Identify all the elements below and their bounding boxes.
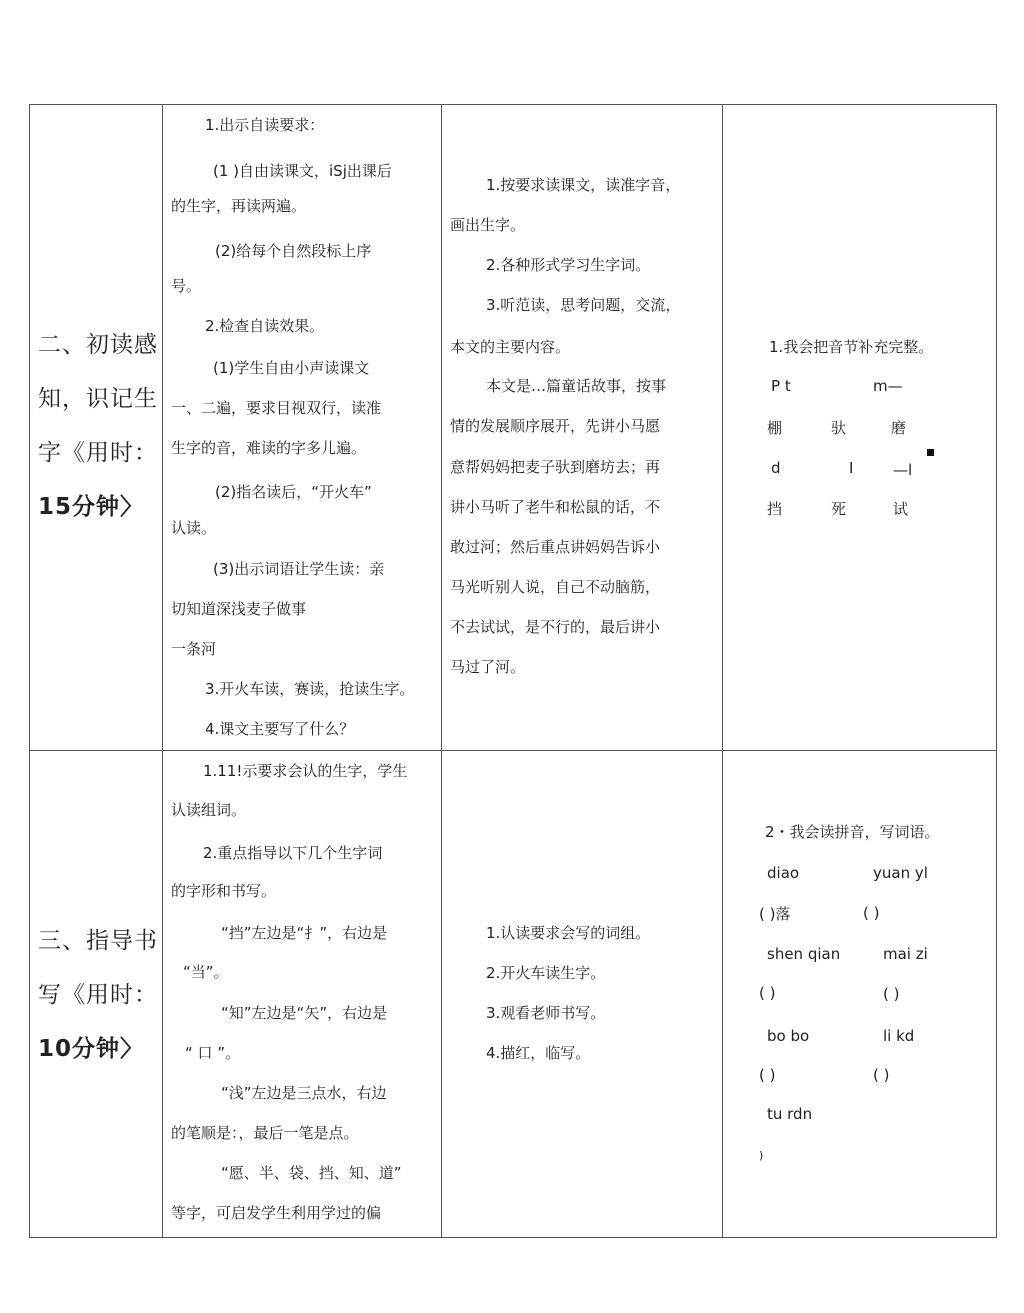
answer-blank: ) <box>759 1149 764 1162</box>
teacher-line: 2.检查自读效果。 <box>205 317 325 335</box>
pinyin-text: yuan yl <box>873 864 928 882</box>
teacher-line: “知”左边是“矢”，右边是 <box>221 1004 388 1022</box>
exercise-cell <box>723 105 997 751</box>
teacher-line: 生字的音，难读的字多儿遍。 <box>171 439 367 457</box>
teacher-line: 的笔顺是：，最后一笔是点。 <box>171 1124 359 1142</box>
student-line: 讲小马听了老牛和松鼠的话，不 <box>450 498 661 516</box>
teacher-line: 2.重点指导以下几个生字词 <box>203 844 383 862</box>
teacher-line: “愿、半、袋、挡、知、道” <box>221 1164 402 1182</box>
pinyin-text: diao <box>767 864 800 882</box>
student-line: 4.描红，临写。 <box>486 1044 591 1062</box>
character-text: 死 <box>831 500 847 518</box>
character-text: 磨 <box>891 419 907 437</box>
answer-blank: ( ) <box>759 984 776 1002</box>
stage-line: 知，识记生 <box>38 386 158 412</box>
stage-cell <box>30 751 163 1238</box>
teacher-line: “浅”左边是三点水，右边 <box>221 1084 387 1102</box>
teacher-line: 1.出示自读要求： <box>205 116 325 134</box>
student-line: 1.按要求读课文，读准字音， <box>486 176 681 194</box>
student-line: 3.听范读，思考问题，交流， <box>486 296 681 314</box>
student-activity-cell <box>442 105 723 751</box>
teacher-line: (3)出示词语让学生读：亲 <box>213 560 385 578</box>
teacher-line: 认读组词。 <box>171 801 247 819</box>
exercise-cell <box>723 751 997 1238</box>
teacher-line: (2)指名读后，“开火车” <box>215 483 372 501</box>
teacher-line: 号。 <box>171 277 202 295</box>
square-mark-icon <box>927 449 934 456</box>
table-row <box>30 751 997 1238</box>
stage-line: 15分钟〉 <box>38 494 145 520</box>
teacher-line: 的字形和书写。 <box>171 882 277 900</box>
answer-blank: ( )落 <box>759 905 791 923</box>
student-line: 情的发展顺序展开，先讲小马愿 <box>450 417 661 435</box>
exercise-title: 2・我会读拼音，写词语。 <box>765 823 940 841</box>
teacher-line: “挡”左边是“扌”，右边是 <box>221 924 388 942</box>
stage-line: 二、初读感 <box>38 332 158 358</box>
answer-blank: ( ) <box>759 1066 776 1084</box>
pinyin-text: shen qian <box>767 945 841 963</box>
syllable-text: d <box>771 459 781 477</box>
student-line: 意帮妈妈把麦子驮到磨坊去；再 <box>450 458 661 476</box>
teacher-line: 1.11!示要求会认的生字，学生 <box>203 762 408 780</box>
student-line: 本文是…篇童话故事，按事 <box>486 377 667 395</box>
teacher-line: “ 口 ”。 <box>185 1044 241 1062</box>
teacher-line: 一条河 <box>171 640 217 658</box>
teacher-line: (1 )自由读课文，iSj出课后 <box>213 162 392 180</box>
character-text: 驮 <box>831 419 847 437</box>
teacher-line: (1)学生自由小声读课文 <box>213 359 370 377</box>
student-activity-cell <box>442 751 723 1238</box>
pinyin-text: li kd <box>883 1027 915 1045</box>
answer-blank: ( ) <box>873 1066 890 1084</box>
table-row <box>30 105 997 751</box>
student-line: 本文的主要内容。 <box>450 338 571 356</box>
syllable-text: m— <box>873 377 903 395</box>
exercise-title: 1.我会把音节补充完整。 <box>769 338 934 356</box>
student-line: 不去试试，是不行的，最后讲小 <box>450 618 661 636</box>
stage-line: 字《用时： <box>38 440 158 466</box>
student-line: 敢过河；然后重点讲妈妈告诉小 <box>450 538 661 556</box>
stage-line: 10分钟〉 <box>38 1036 145 1062</box>
pinyin-text: tu rdn <box>767 1105 813 1123</box>
teacher-line: 切知道深浅麦子做事 <box>171 600 307 618</box>
teacher-line: “当”。 <box>183 963 229 981</box>
syllable-text: —l <box>893 461 913 479</box>
character-text: 棚 <box>767 419 783 437</box>
teacher-line: 一、二遍，要求目视双行，读准 <box>171 399 382 417</box>
stage-line: 写《用时： <box>38 982 158 1008</box>
teacher-line: 3.开火车读，赛读，抢读生字。 <box>205 680 415 698</box>
pinyin-text: mai zi <box>883 945 928 963</box>
stage-line: 三、指导书 <box>38 928 158 954</box>
character-text: 试 <box>893 500 909 518</box>
teacher-line: 4.课文主要写了什么？ <box>205 720 355 738</box>
character-text: 挡 <box>767 500 783 518</box>
answer-blank: ( ) <box>863 904 880 922</box>
student-line: 2.开火车读生字。 <box>486 964 606 982</box>
teacher-line: 认读。 <box>171 519 217 537</box>
student-line: 2.各种形式学习生字词。 <box>486 256 651 274</box>
student-line: 3.观看老师书写。 <box>486 1004 606 1022</box>
teacher-activity-cell <box>163 105 442 751</box>
student-line: 马过了河。 <box>450 658 526 676</box>
answer-blank: ( ) <box>883 985 900 1003</box>
syllable-text: P t <box>771 377 791 395</box>
teacher-line: (2)给每个自然段标上序 <box>215 242 372 260</box>
student-line: 马光听别人说，自己不动脑筋， <box>450 578 661 596</box>
syllable-text: I <box>849 459 854 477</box>
teacher-activity-cell <box>163 751 442 1238</box>
pinyin-text: bo bo <box>767 1027 810 1045</box>
lesson-plan-table <box>29 104 997 1238</box>
teacher-line: 等字，可启发学生利用学过的偏 <box>171 1204 382 1222</box>
stage-cell <box>30 105 163 751</box>
teacher-line: 的生字，再读两遍。 <box>171 197 307 215</box>
student-line: 1.认读要求会写的词组。 <box>486 924 651 942</box>
student-line: 画出生字。 <box>450 216 526 234</box>
